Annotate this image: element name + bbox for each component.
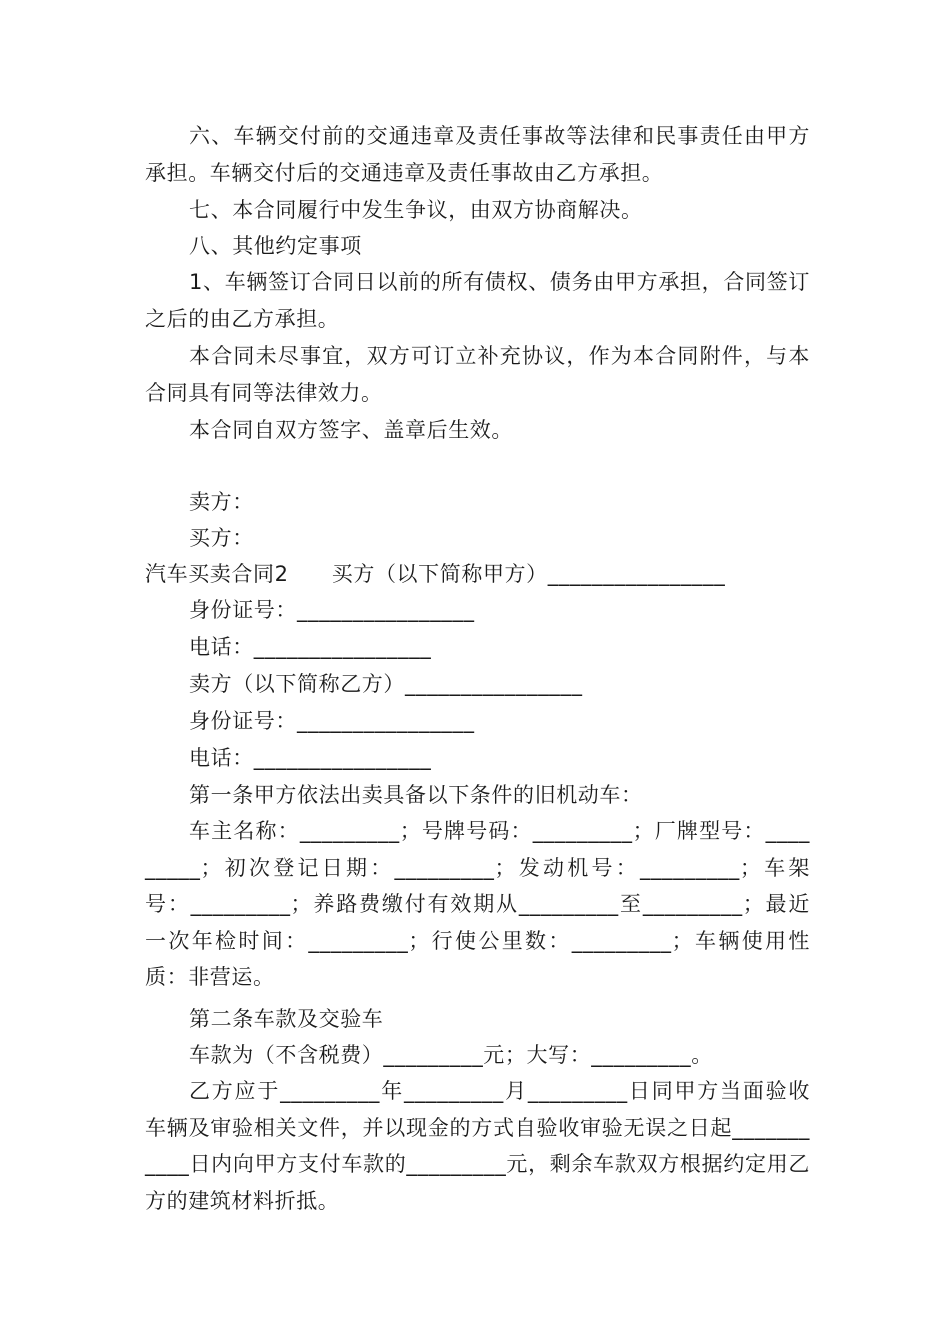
article-1: 第一条甲方依法出卖具备以下条件的旧机动车： — [189, 783, 643, 807]
clause-6: 六、车辆交付前的交通违章及责任事故等法律和民事责任由甲方承担。车辆交付后的交通违章及责任事故由乙方承担。 — [145, 124, 810, 185]
contract-2-heading: 汽车买卖合同2 买方（以下简称甲方）________________ — [145, 562, 726, 586]
payment-clause: 乙方应于_________年_________月_________日同甲方当面验收车辆及审验相关文件，并以现金的方式自验收审验无误之日起___________日内向甲方支付车款的_________元，剩余车款双方根据约定用乙方的建筑材料折抵。 — [145, 1079, 810, 1213]
seller-signature-line: 卖方： — [189, 490, 254, 514]
seller-phone-field: 电话：________________ — [189, 746, 432, 770]
article-1-vehicle-details: 车主名称：_________；号牌号码：_________；厂牌型号：_________；初次登记日期：_________；发动机号：_________；车架号：_________；养路费缴付有效期从_________至_________；最近一次年检时间：_________；行使公里数：_________；车辆使用性质：非营运。 — [145, 819, 810, 989]
buyer-phone-field: 电话：________________ — [189, 635, 432, 659]
price-clause: 车款为（不含税费）_________元；大写：_________。 — [189, 1043, 713, 1067]
clause-8-item-1: 1、车辆签订合同日以前的所有债权、债务由甲方承担，合同签订之后的由乙方承担。 — [145, 270, 810, 331]
seller-party-field: 卖方（以下简称乙方）________________ — [189, 672, 583, 696]
clause-8-heading: 八、其他约定事项 — [189, 234, 362, 258]
seller-id-field: 身份证号：________________ — [189, 709, 475, 733]
buyer-id-field: 身份证号：________________ — [189, 598, 475, 622]
effective-clause: 本合同自双方签字、盖章后生效。 — [189, 418, 513, 442]
supplementary-clause: 本合同未尽事宜，双方可订立补充协议，作为本合同附件，与本合同具有同等法律效力。 — [145, 344, 810, 405]
buyer-signature-line: 买方： — [189, 526, 254, 550]
clause-7: 七、本合同履行中发生争议，由双方协商解决。 — [189, 198, 643, 222]
article-2: 第二条车款及交验车 — [189, 1007, 384, 1031]
